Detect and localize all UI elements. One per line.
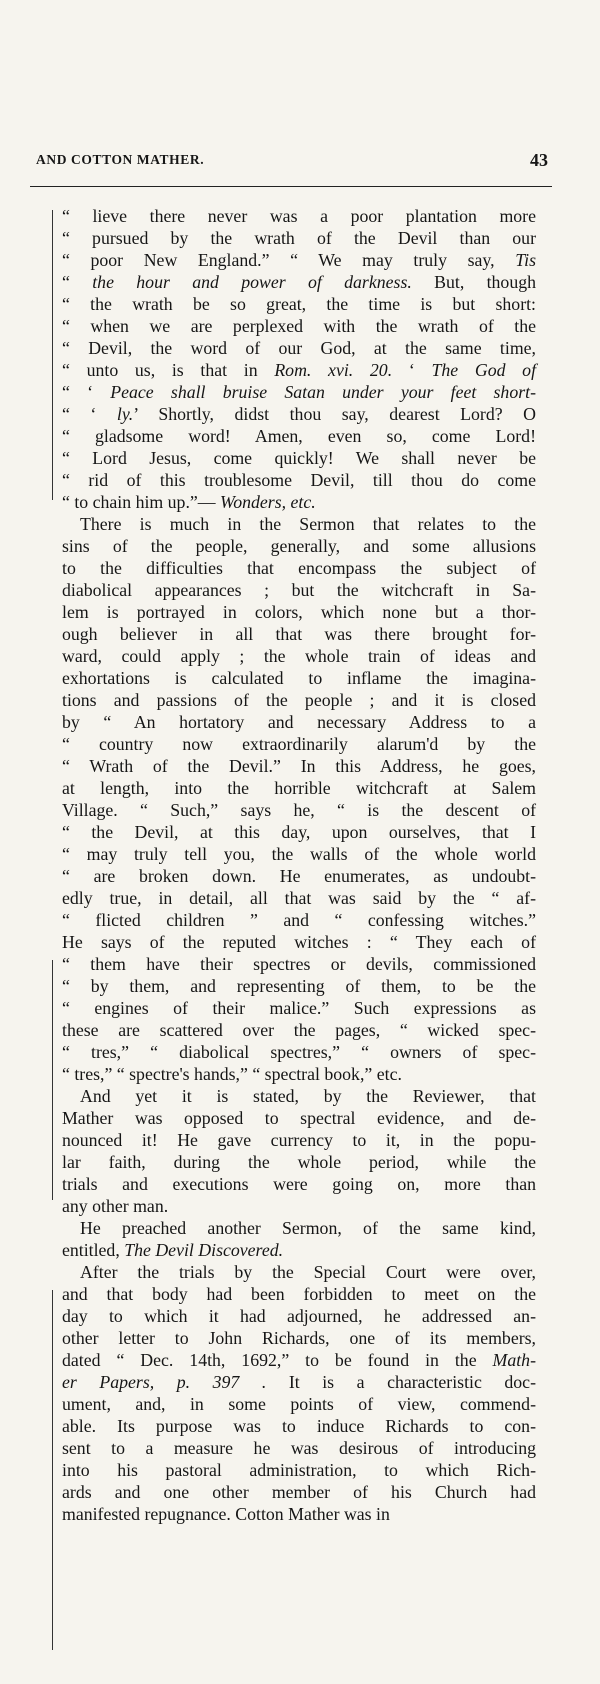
text-run: After the trials by the Special Court were over, <box>80 1262 536 1282</box>
italic-text-run: Math- <box>492 1350 536 1370</box>
text-run: ward, could apply ; the whole train of ideas and <box>62 646 536 666</box>
text-line <box>62 513 536 535</box>
text-run: trials and executions were going on, more than <box>62 1174 536 1194</box>
text-line <box>62 227 536 249</box>
text-line <box>62 1129 536 1151</box>
text-line <box>62 205 536 227</box>
italic-text-run: The Devil Discovered. <box>124 1240 284 1260</box>
text-line <box>62 1063 536 1085</box>
text-line <box>62 777 536 799</box>
text-line <box>62 249 536 271</box>
header-rule <box>30 186 552 187</box>
text-line <box>62 953 536 975</box>
text-run: “ poor New England.” “ We may truly say, <box>62 250 516 270</box>
text-run: lem is portrayed in colors, which none but a thor- <box>62 602 536 622</box>
text-run: diabolical appearances ; but the witchcraft in Sa- <box>62 580 536 600</box>
text-line <box>62 1239 536 1261</box>
text-run: And yet it is stated, by the Reviewer, that <box>80 1086 536 1106</box>
text-run: “ are broken down. He enumerates, as undoubt- <box>62 866 536 886</box>
text-line <box>62 535 536 557</box>
text-line <box>62 711 536 733</box>
text-run: “ by them, and representing of them, to be the <box>62 976 536 996</box>
text-run: tions and passions of the people ; and it is closed <box>62 690 536 710</box>
text-line <box>62 359 536 381</box>
body-text <box>62 205 536 1525</box>
paragraph <box>62 205 536 513</box>
text-run: “ ‘ <box>62 404 117 424</box>
text-line <box>62 843 536 865</box>
text-line <box>62 997 536 1019</box>
margin-line <box>52 210 53 500</box>
italic-text-run: The God of <box>431 360 537 380</box>
text-run: by “ An hortatory and necessary Address to a <box>62 712 536 732</box>
margin-line <box>52 1290 53 1650</box>
text-line <box>62 799 536 821</box>
text-line <box>62 1327 536 1349</box>
text-run: sent to a measure he was desirous of introducing <box>62 1438 536 1458</box>
italic-text-run: Wonders, etc. <box>220 492 316 512</box>
text-line <box>62 1283 536 1305</box>
text-run: He says of the reputed witches : “ They each of <box>62 932 536 952</box>
text-line <box>62 667 536 689</box>
text-run: ument, and, in some points of view, commend- <box>62 1394 536 1414</box>
text-line <box>62 821 536 843</box>
text-line <box>62 557 536 579</box>
text-run: “ pursued by the wrath of the Devil than our <box>62 228 536 248</box>
text-run: exhortations is calculated to inflame the imagina- <box>62 668 536 688</box>
text-line <box>62 271 536 293</box>
text-line <box>62 1261 536 1283</box>
text-run: “ tres,” “ spectre's hands,” “ spectral book,” etc. <box>62 1064 402 1084</box>
text-line <box>62 975 536 997</box>
text-line <box>62 1393 536 1415</box>
text-run: “ the wrath be so great, the time is but short: <box>62 294 536 314</box>
text-line <box>62 623 536 645</box>
text-run: “ tres,” “ diabolical spectres,” “ owners of spec- <box>62 1042 536 1062</box>
text-run: “ unto us, is that in <box>62 360 275 380</box>
text-line <box>62 381 536 403</box>
text-run: sins of the people, generally, and some allusions <box>62 536 536 556</box>
text-line <box>62 1151 536 1173</box>
text-line <box>62 645 536 667</box>
text-line <box>62 1459 536 1481</box>
page-number: 43 <box>530 150 548 170</box>
text-line <box>62 293 536 315</box>
margin-line <box>52 960 53 1200</box>
paragraph <box>62 1217 536 1261</box>
text-run: “ to chain him up.”— <box>62 492 221 512</box>
text-run: “ gladsome word! Amen, even so, come Lord! <box>62 426 536 446</box>
text-run: any other man. <box>62 1196 169 1216</box>
text-run: “ lieve there never was a poor plantation more <box>62 206 536 226</box>
text-run: “ Lord Jesus, come quickly! We shall never be <box>62 448 536 468</box>
text-run: “ flicted children ” and “ confessing witches.” <box>62 910 536 930</box>
italic-text-run: ly. <box>116 404 134 424</box>
text-line <box>62 931 536 953</box>
text-line <box>62 1349 536 1371</box>
text-run: Mather was opposed to spectral evidence, and de- <box>62 1108 536 1128</box>
text-run: ough believer in all that was there brought for- <box>62 624 536 644</box>
text-run: “ Devil, the word of our God, at the same time, <box>62 338 536 358</box>
text-run: manifested repugnance. Cotton Mather was in <box>62 1504 390 1524</box>
text-run: these are scattered over the pages, “ wicked spec- <box>62 1020 536 1040</box>
text-line <box>62 887 536 909</box>
text-run: “ country now extraordinarily alarum'd by the <box>62 734 536 754</box>
text-run: “ ‘ <box>62 382 111 402</box>
text-run: edly true, in detail, all that was said by the “ af- <box>62 888 536 908</box>
text-line <box>62 1085 536 1107</box>
text-run: But, though <box>411 272 536 292</box>
paragraph <box>62 1261 536 1525</box>
text-line <box>62 579 536 601</box>
text-line <box>62 909 536 931</box>
text-line <box>62 733 536 755</box>
text-run: “ them have their spectres or devils, commissioned <box>62 954 536 974</box>
text-run: “ Wrath of the Devil.” In this Address, he goes, <box>62 756 536 776</box>
text-run: ‘ <box>392 360 432 380</box>
text-line <box>62 1437 536 1459</box>
text-line <box>62 1371 536 1393</box>
text-run: “ when we are perplexed with the wrath of the <box>62 316 536 336</box>
text-line <box>62 403 536 425</box>
text-line <box>62 447 536 469</box>
text-run: and that body had been forbidden to meet on the <box>62 1284 536 1304</box>
italic-text-run: er Papers, p. 397 . <box>62 1372 267 1392</box>
text-run: ’ Shortly, didst thou say, dearest Lord? O <box>133 404 536 424</box>
text-run: entitled, <box>62 1240 125 1260</box>
text-line <box>62 601 536 623</box>
text-line <box>62 1217 536 1239</box>
running-head: AND COTTON MATHER. <box>36 152 205 167</box>
text-line <box>62 425 536 447</box>
text-run: at length, into the horrible witchcraft at Salem <box>62 778 536 798</box>
text-line <box>62 1503 536 1525</box>
text-run: able. Its purpose was to induce Richards to con- <box>62 1416 536 1436</box>
text-run: Village. “ Such,” says he, “ is the descent of <box>62 800 536 820</box>
paragraph <box>62 513 536 1085</box>
italic-text-run: Rom. xvi. 20. <box>274 360 393 380</box>
italic-text-run: the hour and power of darkness. <box>92 272 412 292</box>
text-run: ards and one other member of his Church had <box>62 1482 536 1502</box>
text-run: It is a characteristic doc- <box>266 1372 536 1392</box>
text-line <box>62 865 536 887</box>
page-header <box>36 150 548 176</box>
text-run: “ <box>62 272 93 292</box>
text-run: “ rid of this troublesome Devil, till thou do come <box>62 470 536 490</box>
italic-text-run: Peace shall bruise Satan under your feet short- <box>110 382 536 402</box>
paragraph <box>62 1085 536 1217</box>
text-line <box>62 1173 536 1195</box>
text-line <box>62 337 536 359</box>
text-run: “ may truly tell you, the walls of the whole world <box>62 844 536 864</box>
text-run: into his pastoral administration, to which Rich- <box>62 1460 536 1480</box>
text-run: lar faith, during the whole period, while the <box>62 1152 536 1172</box>
text-line <box>62 1195 536 1217</box>
text-line <box>62 689 536 711</box>
text-run: “ engines of their malice.” Such expressions as <box>62 998 536 1018</box>
text-line <box>62 1041 536 1063</box>
text-run: “ the Devil, at this day, upon ourselves, that I <box>62 822 536 842</box>
text-line <box>62 469 536 491</box>
text-run: to the difficulties that encompass the subject of <box>62 558 536 578</box>
text-line <box>62 1415 536 1437</box>
italic-text-run: Tis <box>515 250 536 270</box>
text-line <box>62 1481 536 1503</box>
text-line <box>62 315 536 337</box>
text-run: He preached another Sermon, of the same kind, <box>80 1218 536 1238</box>
text-line <box>62 1107 536 1129</box>
text-run: dated “ Dec. 14th, 1692,” to be found in the <box>62 1350 493 1370</box>
text-line <box>62 491 536 513</box>
text-run: nounced it! He gave currency to it, in the popu- <box>62 1130 536 1150</box>
text-run: There is much in the Sermon that relates to the <box>80 514 536 534</box>
text-run: day to which it had adjourned, he addressed an- <box>62 1306 536 1326</box>
text-line <box>62 1019 536 1041</box>
text-run: other letter to John Richards, one of its members, <box>62 1328 536 1348</box>
text-line <box>62 1305 536 1327</box>
text-line <box>62 755 536 777</box>
